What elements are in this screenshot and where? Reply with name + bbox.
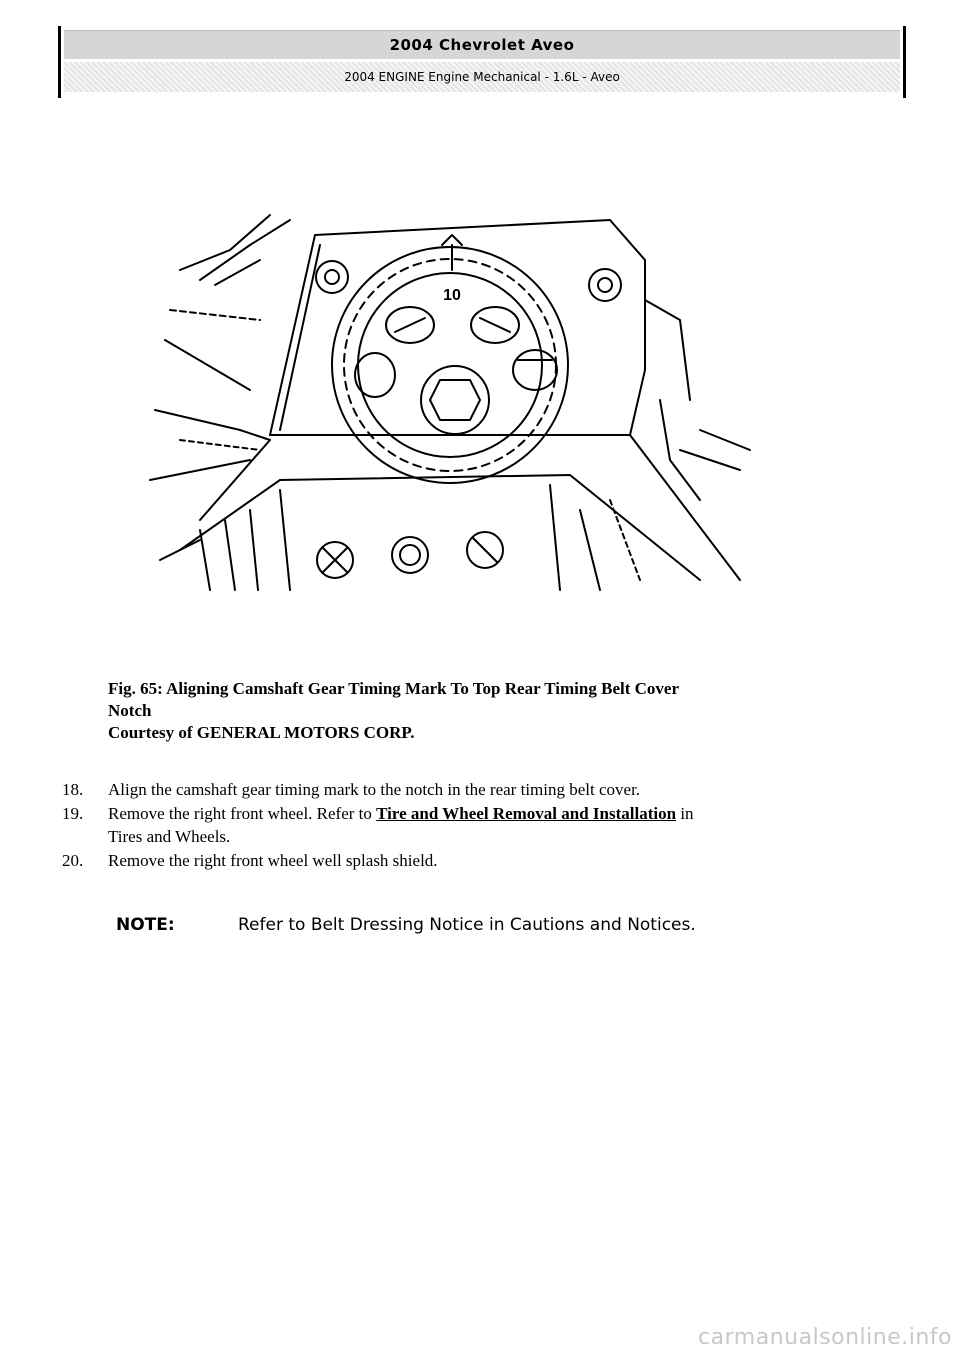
header-title: 2004 Chevrolet Aveo bbox=[64, 30, 900, 59]
document-header bbox=[58, 26, 906, 98]
step-item bbox=[62, 802, 902, 848]
tire-wheel-removal-link[interactable]: Tire and Wheel Removal and Installation bbox=[376, 804, 677, 823]
caption-title: Fig. 65: Aligning Camshaft Gear Timing Mark To Top Rear Timing Belt Cover bbox=[108, 679, 679, 698]
step-item bbox=[62, 778, 902, 801]
camshaft-timing-illustration bbox=[140, 200, 760, 610]
note-text: Refer to Belt Dressing Notice in Cautions and Notices. bbox=[238, 915, 696, 935]
caption-courtesy: Courtesy of GENERAL MOTORS CORP. bbox=[108, 723, 415, 742]
step-text: Remove the right front wheel well splash shield. bbox=[108, 851, 438, 870]
step-number: 20. bbox=[62, 851, 84, 870]
caption-title-continued: Notch bbox=[108, 701, 152, 720]
step-text-continued: Tires and Wheels. bbox=[108, 827, 231, 846]
step-item bbox=[62, 849, 902, 872]
step-text-prefix: Remove the right front wheel. Refer to bbox=[108, 804, 377, 823]
step-text bbox=[108, 802, 902, 848]
step-number: 18. bbox=[62, 780, 84, 799]
procedure-steps bbox=[62, 778, 902, 873]
step-text: Align the camshaft gear timing mark to the notch in the rear timing belt cover. bbox=[108, 780, 641, 799]
site-watermark: carmanualsonline.info bbox=[698, 1325, 952, 1350]
header-left-rule bbox=[58, 26, 61, 98]
figure-caption bbox=[108, 678, 888, 744]
note-block bbox=[116, 914, 816, 937]
header-right-rule bbox=[903, 26, 906, 98]
timing-mark-label: 10 bbox=[443, 287, 461, 304]
step-text-suffix: in bbox=[676, 804, 694, 823]
header-subtitle: 2004 ENGINE Engine Mechanical - 1.6L - Aveo bbox=[64, 62, 900, 92]
note-label: NOTE: bbox=[116, 915, 175, 935]
step-number: 19. bbox=[62, 804, 84, 823]
